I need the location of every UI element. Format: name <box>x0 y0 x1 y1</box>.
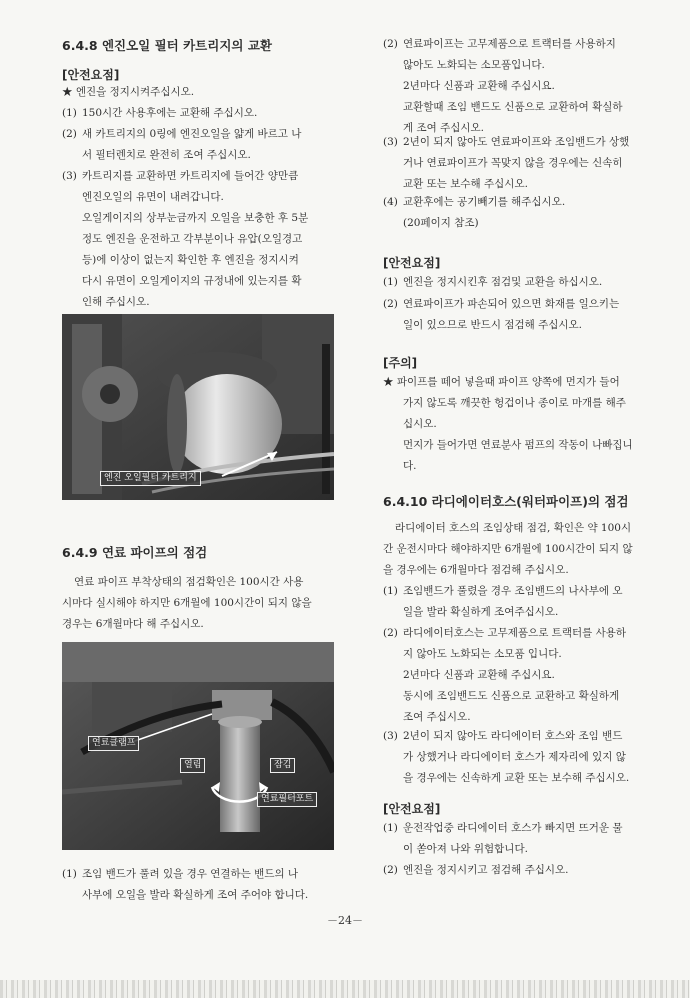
item-text: 지 않아도 노화되는 소모품 입니다. <box>403 648 562 660</box>
item-text: 연료파이프가 파손되어 있으면 화재를 일으키는 <box>403 298 620 310</box>
item-text: 2년이 되지 않아도 연료파이프와 조임밴드가 상했 <box>403 136 630 148</box>
caution-line: 십시오. <box>403 418 437 430</box>
item-number: (2) <box>383 298 398 310</box>
item-number: (3) <box>62 170 77 182</box>
item-number: (1) <box>383 585 398 597</box>
item-text: 동시에 조임밴드도 신품으로 교환하고 확실하게 <box>403 690 620 702</box>
fuel-clamp-label: 연료클램프 <box>88 736 139 751</box>
oil-filter-photo <box>62 314 334 500</box>
paragraph-line: 경우는 6개월마다 해 주십시오. <box>62 618 204 630</box>
page-number: －24－ <box>327 914 363 927</box>
caution-line: 먼지가 들어가면 연료분사 펌프의 작동이 나빠집니 <box>403 439 633 451</box>
item-number: (2) <box>383 627 398 639</box>
item-text: 운전작업중 라디에이터 호스가 빠지면 뜨거운 물 <box>403 822 623 834</box>
item-number: (4) <box>383 196 398 208</box>
item-text: 조여 주십시오. <box>403 711 471 723</box>
item-text: 2년마다 신품과 교환해 주십시요. <box>403 669 555 681</box>
item-text: 게 조여 주십시오. <box>403 122 485 134</box>
item-text: 조임 밴드가 풀려 있을 경우 연결하는 밴드의 나 <box>82 868 299 880</box>
item-text: 않아도 노화되는 소모품입니다. <box>403 59 545 71</box>
section-title-radiator-hose: 6.4.10 라디에이터호스(워터파이프)의 점검 <box>383 494 629 509</box>
item-number: (1) <box>62 868 77 880</box>
item-text: 연료파이프는 고무제품으로 트랙터를 사용하지 <box>403 38 616 50</box>
caution-title: [주의] <box>383 356 418 370</box>
item-text: 거나 연료파이프가 꼭맞지 않을 경우에는 신속히 <box>403 157 623 169</box>
paragraph-line: 라디에이터 호스의 조임상태 점검, 확인은 약 100시 <box>395 522 632 534</box>
item-text: 라디에이터호스는 고무제품으로 트랙터를 사용하 <box>403 627 627 639</box>
item-number: (2) <box>62 128 77 140</box>
item-text: 인해 주십시오. <box>82 296 150 308</box>
item-number: (3) <box>383 730 398 742</box>
item-text: 엔진오일의 유면이 내려갑니다. <box>82 191 224 203</box>
safety-title: [안전요점] <box>383 802 441 816</box>
item-text: 교환후에는 공기빼기를 해주십시오. <box>403 196 566 208</box>
star-note: ★ 엔진을 정지시켜주십시오. <box>62 86 195 98</box>
item-text: 조임밴드가 풀렸을 경우 조임밴드의 나사부에 오 <box>403 585 623 597</box>
item-text: 교환 또는 보수해 주십시오. <box>403 178 528 190</box>
item-text: 사부에 오일을 발라 확실하게 조여 주어야 합니다. <box>82 889 309 901</box>
item-text: 일이 있으므로 반드시 점검해 주십시오. <box>403 319 582 331</box>
fuel-filter-photo <box>62 642 334 850</box>
item-text: 정도 엔진을 운전하고 각부분이나 유압(오일경고 <box>82 233 303 245</box>
item-text: 카트리지를 교환하면 카트리지에 들어간 양만큼 <box>82 170 299 182</box>
item-text: 150시간 사용후에는 교환해 주십시오. <box>82 107 258 119</box>
item-text: 등)에 이상이 없는지 확인한 후 엔진을 정지시켜 <box>82 254 299 266</box>
caution-line: 다. <box>403 460 417 472</box>
item-text: 2년마다 신품과 교환해 주십시요. <box>403 80 555 92</box>
item-number: (2) <box>383 864 398 876</box>
caution-line: ★ 파이프를 떼어 넣을때 파이프 양쪽에 먼지가 들어 <box>383 376 620 388</box>
item-text: (20페이지 참조) <box>403 217 479 229</box>
item-text: 오일게이지의 상부눈금까지 오일을 보충한 후 5분 <box>82 212 309 224</box>
item-number: (1) <box>383 822 398 834</box>
paragraph-line: 시마다 실시해야 하지만 6개월에 100시간이 되지 않을 <box>62 597 312 609</box>
item-text: 새 카트리지의 0링에 엔진오일을 얇게 바르고 나 <box>82 128 302 140</box>
item-text: 가 상했거나 라디에이터 호스가 제자리에 있지 않 <box>403 751 626 763</box>
paragraph-line: 간 운전시마다 해야하지만 6개월에 100시간이 되지 않 <box>383 543 633 555</box>
item-text: 서 필터렌치로 완전히 조여 주십시오. <box>82 149 251 161</box>
safety-title: [안전요점] <box>62 68 120 82</box>
paragraph-line: 을 경우에는 6개월마다 점검해 주십시오. <box>383 564 569 576</box>
item-text: 엔진을 정지시킨후 점검및 교환을 하십시오. <box>403 276 603 288</box>
item-text: 일을 발라 확실하게 조여주십시오. <box>403 606 559 618</box>
section-title-oil-filter: 6.4.8 엔진오일 필터 카트리지의 교환 <box>62 38 272 53</box>
item-text: 을 경우에는 신속하게 교환 또는 보수해 주십시오. <box>403 772 630 784</box>
paragraph-line: 연료 파이프 부착상태의 점검확인은 100시간 사용 <box>74 576 304 588</box>
item-number: (1) <box>383 276 398 288</box>
item-number: (2) <box>383 38 398 50</box>
item-text: 2년이 되지 않아도 라디에이터 호스와 조임 밴드 <box>403 730 623 742</box>
item-number: (1) <box>62 107 77 119</box>
item-text: 다시 유면이 오일게이지의 규정내에 있는지를 확 <box>82 275 302 287</box>
item-text: 엔진을 정지시키고 점검해 주십시오. <box>403 864 569 876</box>
item-text: 이 쏟아져 나와 위험합니다. <box>403 843 528 855</box>
oil-filter-label: 엔진 오일필터 카트리지 <box>100 471 201 486</box>
close-label: 잠김 <box>270 758 295 773</box>
scan-edge-band <box>0 980 690 998</box>
safety-title: [안전요점] <box>383 256 441 270</box>
item-text: 교환할때 조임 밴드도 신품으로 교환하여 확실하 <box>403 101 623 113</box>
open-label: 열림 <box>180 758 205 773</box>
fuel-filter-pot-label: 연료필터포트 <box>257 792 317 807</box>
section-title-fuel-pipe: 6.4.9 연료 파이프의 점검 <box>62 545 208 560</box>
item-number: (3) <box>383 136 398 148</box>
caution-line: 가지 않도록 깨끗한 헝겁이나 종이로 마개를 해주 <box>403 397 626 409</box>
